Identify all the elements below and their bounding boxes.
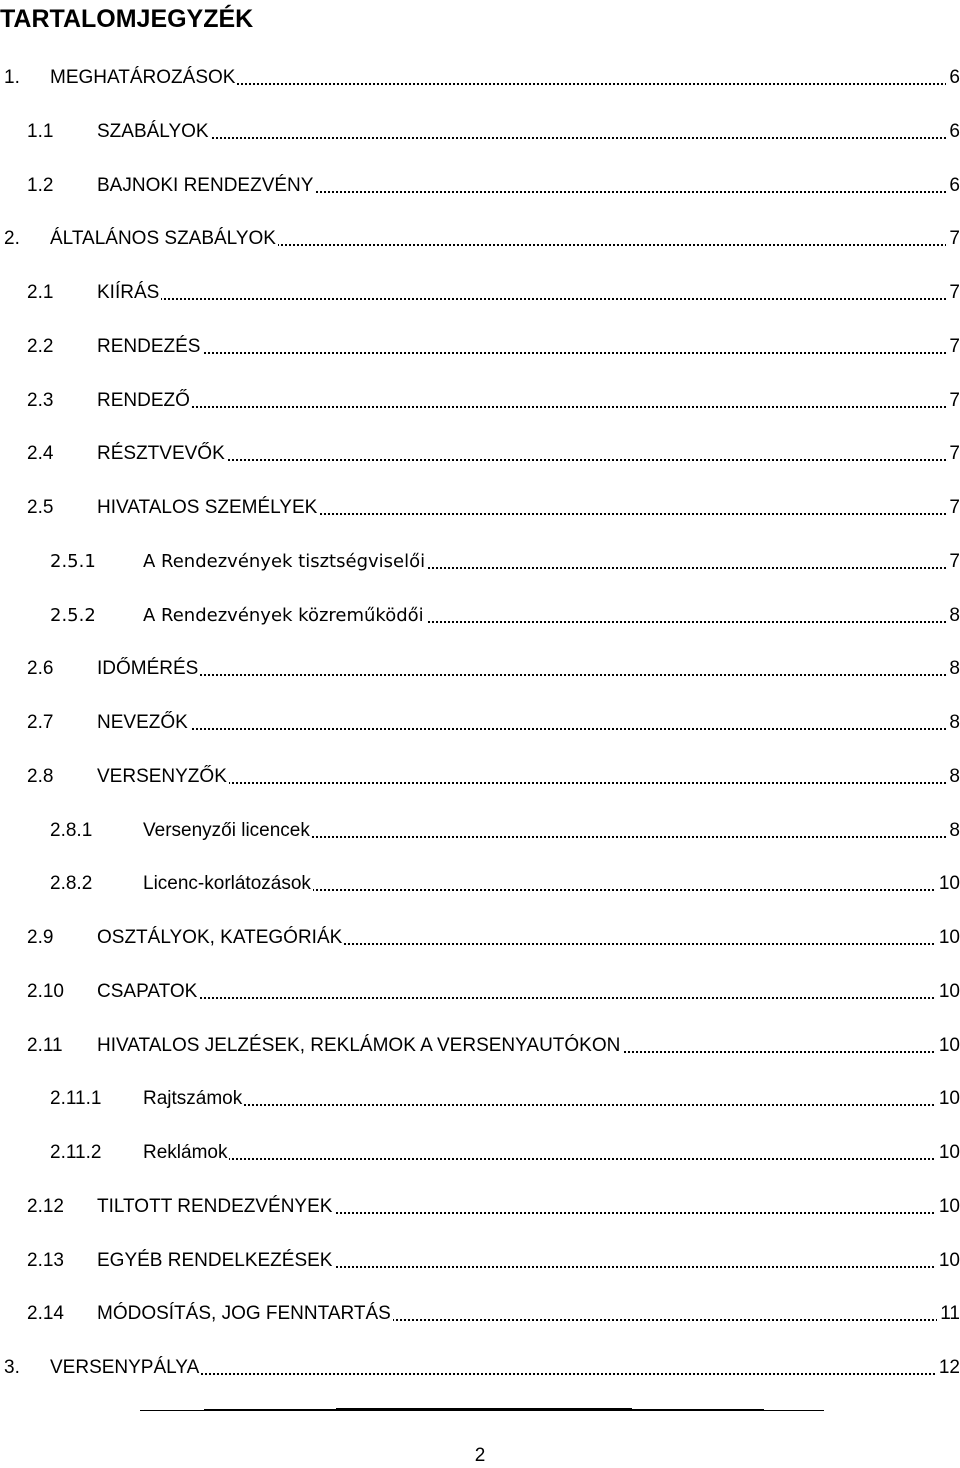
toc-entry-title: BAJNOKI RENDEZVÉNY <box>97 171 315 201</box>
toc-entry[interactable] <box>0 1353 960 1383</box>
toc-entry[interactable] <box>0 439 960 469</box>
toc-entry-title: RÉSZTVEVŐK <box>97 439 227 469</box>
toc-entry-page: 10 <box>936 1192 960 1222</box>
toc-entry-title: Licenc-korlátozások <box>143 869 313 899</box>
toc-entry-number: 2.11.1 <box>50 1088 102 1109</box>
toc-entry[interactable] <box>0 278 960 308</box>
toc-entry-page: 11 <box>937 1299 960 1329</box>
toc-entry-number: 2.5 <box>27 497 54 518</box>
toc-entry[interactable] <box>0 1246 960 1276</box>
toc-dot-leader <box>97 298 954 300</box>
toc-entry-number: 3. <box>4 1357 20 1378</box>
toc-entry-number: 2.8 <box>27 766 54 787</box>
toc-dot-leader <box>97 352 954 354</box>
toc-entry-title: HIVATALOS SZEMÉLYEK <box>97 493 319 523</box>
toc-entry-page: 10 <box>936 923 960 953</box>
toc-entry-title: VERSENYPÁLYA <box>50 1353 201 1383</box>
toc-entry-number: 2.2 <box>27 336 54 357</box>
toc-entry-page: 10 <box>936 977 960 1007</box>
toc-entry-number: 2.3 <box>27 390 54 411</box>
toc-entry[interactable] <box>0 332 960 362</box>
toc-entry-number: 1. <box>4 67 20 88</box>
toc-entry-title: VERSENYZŐK <box>97 762 229 792</box>
toc-entry-number: 2.8.1 <box>50 820 93 841</box>
toc-entry-title: HIVATALOS JELZÉSEK, REKLÁMOK A VERSENYAUTÓKON <box>97 1031 622 1061</box>
toc-entry-page: 10 <box>936 1031 960 1061</box>
page-number: 2 <box>474 1445 486 1466</box>
toc-entry[interactable] <box>0 1299 960 1329</box>
toc-entry-title: KIÍRÁS <box>97 278 161 308</box>
toc-entry-page: 7 <box>946 493 960 523</box>
toc-entry[interactable] <box>0 63 960 93</box>
toc-entry[interactable] <box>0 762 960 792</box>
toc-entry-number: 2.11 <box>27 1035 63 1056</box>
toc-entry-page: 7 <box>946 332 960 362</box>
toc-entry-page: 10 <box>936 869 960 899</box>
toc-entry-title: Rajtszámok <box>143 1084 244 1114</box>
toc-entry[interactable] <box>0 493 960 523</box>
toc-entry-number: 2.5.2 <box>50 605 96 626</box>
toc-dot-leader <box>97 728 954 730</box>
toc-entry[interactable] <box>0 1192 960 1222</box>
toc-entry-page: 7 <box>946 224 960 254</box>
toc-entry[interactable] <box>0 224 960 254</box>
toc-entry-title: RENDEZŐ <box>97 386 192 416</box>
toc-entry-number: 1.2 <box>27 175 54 196</box>
toc-entry-page: 8 <box>946 654 960 684</box>
toc-entry-title: MEGHATÁROZÁSOK <box>50 63 237 93</box>
toc-entry[interactable] <box>0 654 960 684</box>
page-title: TARTALOMJEGYZÉK <box>0 5 254 33</box>
toc-dot-leader <box>97 137 954 139</box>
toc-entry[interactable] <box>0 869 960 899</box>
toc-entry-title: Reklámok <box>143 1138 229 1168</box>
toc-entry[interactable] <box>0 816 960 846</box>
toc-entry-title: A Rendezvények közreműködői <box>143 601 426 631</box>
toc-entry-page: 10 <box>936 1246 960 1276</box>
toc-entry-page: 6 <box>946 63 960 93</box>
toc-entry-number: 2.10 <box>27 981 64 1002</box>
toc-entry[interactable] <box>0 547 960 577</box>
toc-entry-title: SZABÁLYOK <box>97 117 211 147</box>
toc-entry-title: Versenyzői licencek <box>143 816 312 846</box>
toc-entry-number: 2.14 <box>27 1303 64 1324</box>
toc-entry-number: 2.9 <box>27 927 54 948</box>
toc-entry-title: MÓDOSÍTÁS, JOG FENNTARTÁS <box>97 1299 393 1329</box>
toc-entry-page: 7 <box>946 278 960 308</box>
toc-entry-page: 7 <box>946 439 960 469</box>
toc-entry-page: 6 <box>946 171 960 201</box>
toc-entry-page: 10 <box>936 1138 960 1168</box>
toc-entry[interactable] <box>0 1084 960 1114</box>
toc-entry-number: 2.12 <box>27 1196 64 1217</box>
toc-entry-number: 1.1 <box>27 121 54 142</box>
toc-entry-page: 10 <box>936 1084 960 1114</box>
footer-divider <box>140 1410 824 1411</box>
toc-entry-number: 2.7 <box>27 712 54 733</box>
toc-entry-page: 8 <box>946 708 960 738</box>
toc-entry-page: 8 <box>946 601 960 631</box>
toc-entry-title: TILTOTT RENDEZVÉNYEK <box>97 1192 334 1222</box>
toc-entry-title: NEVEZŐK <box>97 708 190 738</box>
toc-entry-title: CSAPATOK <box>97 977 199 1007</box>
toc-entry[interactable] <box>0 1031 960 1061</box>
toc-dot-leader <box>97 674 954 676</box>
toc-entry-title: IDŐMÉRÉS <box>97 654 200 684</box>
toc-entry-number: 2.11.2 <box>50 1142 102 1163</box>
toc-entry-number: 2.1 <box>27 282 54 303</box>
toc-dot-leader <box>97 997 954 999</box>
toc-dot-leader <box>143 1104 954 1106</box>
toc-entry-number: 2.4 <box>27 443 54 464</box>
toc-entry[interactable] <box>0 708 960 738</box>
toc-entry-number: 2.5.1 <box>50 551 96 572</box>
toc-entry-page: 8 <box>946 762 960 792</box>
toc-entry-page: 6 <box>946 117 960 147</box>
toc-entry-page: 7 <box>946 547 960 577</box>
toc-entry-title: RENDEZÉS <box>97 332 202 362</box>
toc-entry[interactable] <box>0 171 960 201</box>
toc-entry[interactable] <box>0 1138 960 1168</box>
toc-entry-title: ÁLTALÁNOS SZABÁLYOK <box>50 224 278 254</box>
toc-entry-title: OSZTÁLYOK, KATEGÓRIÁK <box>97 923 344 953</box>
toc-entry-title: A Rendezvények tisztségviselői <box>143 547 427 577</box>
toc-entry-number: 2.13 <box>27 1250 64 1271</box>
toc-entry[interactable] <box>0 923 960 953</box>
toc-entry-number: 2.6 <box>27 658 54 679</box>
toc-entry-page: 8 <box>946 816 960 846</box>
toc-entry[interactable] <box>0 386 960 416</box>
toc-entry[interactable] <box>0 977 960 1007</box>
toc-entry[interactable] <box>0 601 960 631</box>
toc-entry-number: 2. <box>4 228 20 249</box>
toc-entry-page: 12 <box>936 1353 960 1383</box>
toc-entry-number: 2.8.2 <box>50 873 93 894</box>
toc-dot-leader <box>143 1158 954 1160</box>
toc-entry-title: EGYÉB RENDELKEZÉSEK <box>97 1246 334 1276</box>
toc-entry[interactable] <box>0 117 960 147</box>
toc-dot-leader <box>97 406 954 408</box>
toc-entry-page: 7 <box>946 386 960 416</box>
